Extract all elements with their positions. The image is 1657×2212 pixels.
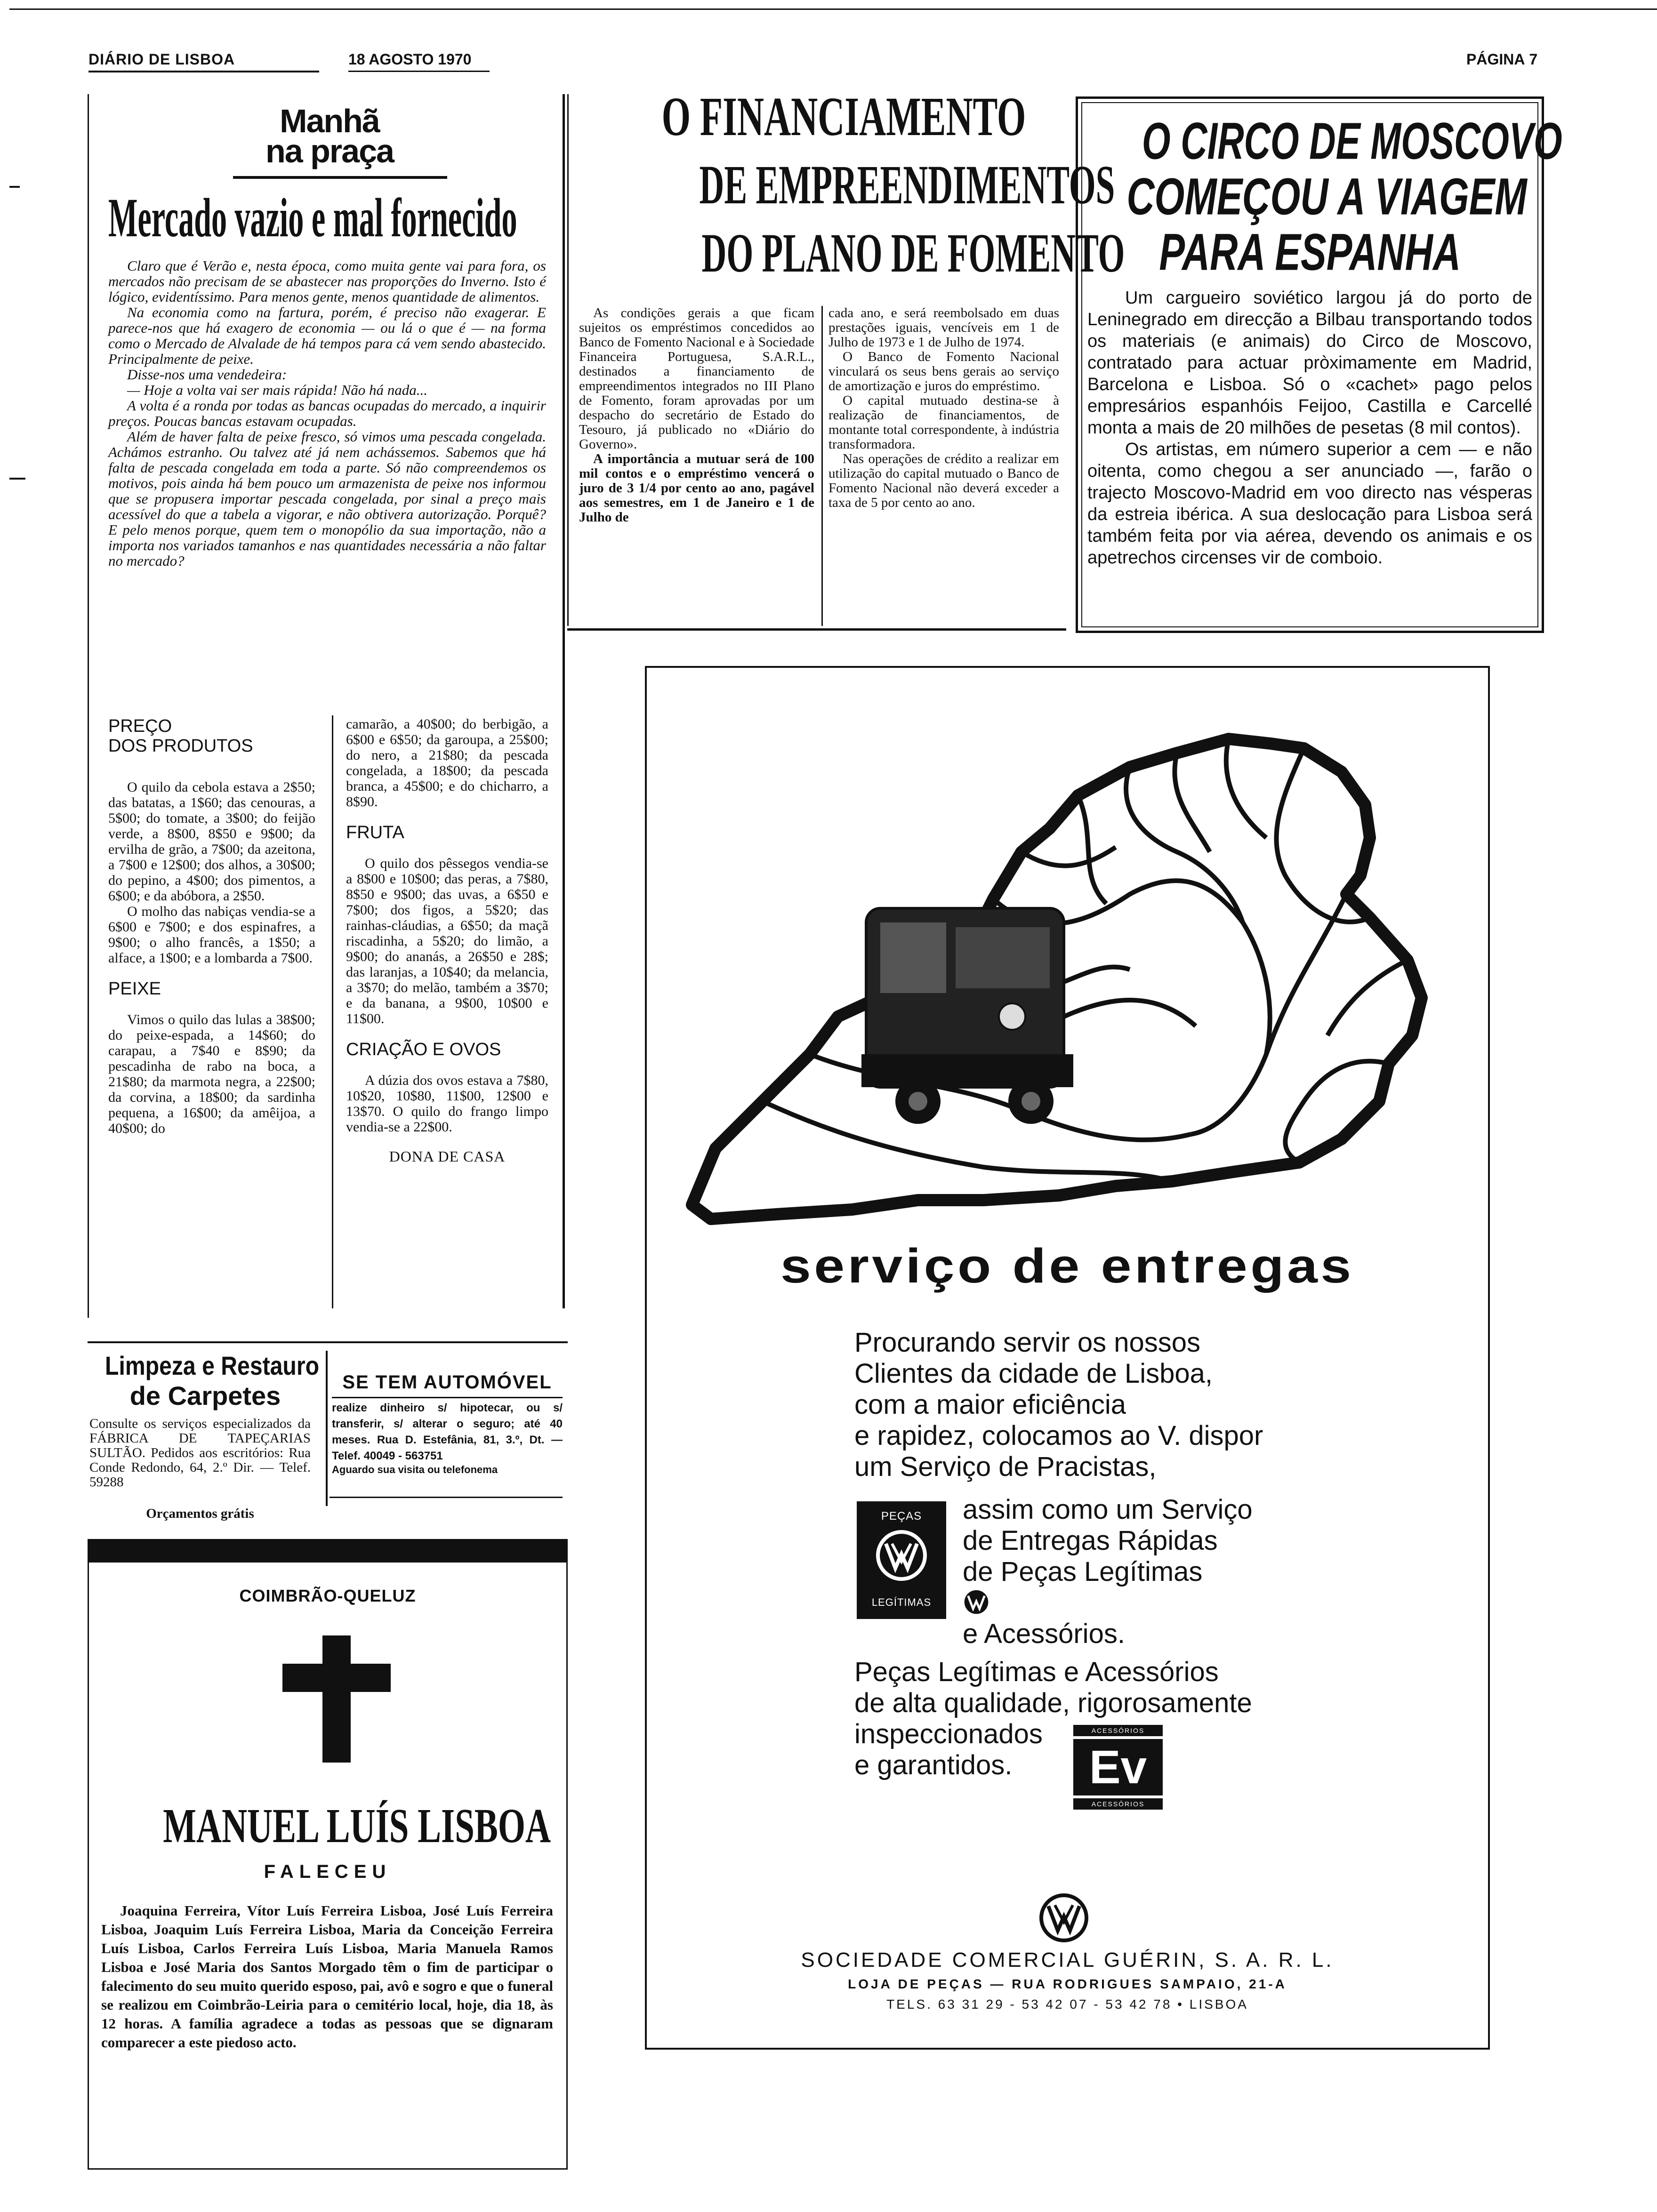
obituario-box xyxy=(88,1539,568,2170)
left-margin-mark-2 xyxy=(9,478,25,480)
mercado-intro-p2: Na economia como na fartura, porém, é preciso não exagerar. E parece-nos que há exagero de economia — ou lá o que é — na forma como o Mercado de Alvalade de há tempos para cá vem sendo abastecido. Principalmente de peixe. xyxy=(108,304,546,367)
masthead-paper: DIÁRIO DE LISBOA xyxy=(88,51,235,68)
automovel-title: SE TEM AUTOMÓVEL xyxy=(342,1372,552,1393)
masthead-page-label: PÁGINA 7 xyxy=(1466,51,1538,68)
badge-bottom-label: LEGÍTIMAS xyxy=(871,1596,932,1608)
precos-col-rule xyxy=(332,715,333,1308)
fin-bottom-rule xyxy=(567,628,1066,631)
precos-col1 xyxy=(108,716,315,1136)
circo-headline: O CIRCO DE MOSCOVO COMEÇOU A VIAGEM PARA ESPANHA xyxy=(1126,112,1562,281)
masthead-page-number: 7 xyxy=(1529,51,1538,68)
ev-mark: Ev xyxy=(1073,1739,1163,1795)
financiamento-headline: O FINANCIAMENTO DE EMPREENDIMENTOS DO PLANO DE FOMENTO xyxy=(661,86,1125,284)
carpetes-title: Limpeza e Restauro de Carpetes xyxy=(105,1351,320,1411)
vw-slogan: serviço de entregas xyxy=(780,1238,1354,1293)
precos-heading-1: PREÇO xyxy=(108,716,172,736)
top-rule xyxy=(9,8,1657,10)
mercado-intro-p1: Claro que é Verão e, nesta época, como muita gente vai para fora, os mercados não precisam de se abastecer nas proporções do Inverno. Isto é lógico, evidentíssimo. Para menos gente, menos quantidade de alimentos. xyxy=(108,257,546,305)
fin-col2-p1: cada ano, e será reembolsado em duas prestações iguais, vencíveis em 1 de Julho de 1973 e 1 de Julho de 1974. xyxy=(828,305,1059,350)
vw-parts-badge xyxy=(857,1501,946,1619)
masthead-date: 18 AGOSTO 1970 xyxy=(348,51,472,68)
vw-logo-icon xyxy=(876,1530,927,1581)
masthead-underline xyxy=(88,71,319,72)
obituario-status: FALECEU xyxy=(264,1861,392,1882)
financiamento-col1 xyxy=(579,306,814,525)
ads-col-rule xyxy=(326,1351,328,1506)
precos-text: O quilo da cebola estava a 2$50; das batatas, a 1$60; das cenouras, a 5$00; do tomate, a 3$00; do feijão verde, a 8$00, 8$50 e 9$00; da ervilha de grão, a 7$00; da azeitona, a 7$00 e 12$00; dos alhos, a 30$00; do pepino, a 4$00; dos pimentos, a 6$00; e da abóbora, a 2$50. xyxy=(108,779,315,904)
vw-roundel-icon xyxy=(1038,1892,1090,1944)
automovel-footer: Aguardo sua visita ou telefonema xyxy=(332,1464,498,1475)
financiamento-col2 xyxy=(828,306,1059,510)
precos-col2 xyxy=(346,716,548,1165)
criacao-heading: CRIAÇÃO E OVOS xyxy=(346,1040,501,1059)
obituario-place: COIMBRÃO-QUELUZ xyxy=(239,1586,416,1605)
col-rule-left-outer xyxy=(88,94,89,1318)
fin-col2-p4: Nas operações de crédito a realizar em utilização do capital mutuado o Banco de Fomento Nacional não deverá exceder a taxa de 5 por cento ao ano. xyxy=(828,451,1059,510)
vw-quality-text: Peças Legítimas e Acessórios de alta qualidade, rigorosamente inspeccionados e garantidos. xyxy=(854,1657,1252,1780)
fin-col2-p3: O capital mutuado destina-se à realização de financiamentos, de montante total correspondente, à indústria transformadora. xyxy=(828,393,1059,452)
mercado-intro-p6: Além de haver falta de peixe fresco, só vimos uma pescada congelada. Achámos estranho. Ou talvez até já nem achássemos. Sabemos que há falta de pescada congelada em toda a parte. Só não compreendemos os motivos, pois ainda há bem pouco um armazenista de peixe nos informou que se propusera importar pescada congelada, por sinal a preço mais acessível do que a tabela a vigorar, e não obtivera autorização. Porquê? E pelo menos porque, quem tem o monopólio da sua importação, não a importa nos variados tamanhos e nas quantidades necessária a não faltar no mercado? xyxy=(108,428,546,569)
lisbon-map-illustration xyxy=(654,697,1480,1233)
mercado-headline: Mercado vazio e mal fornecido xyxy=(108,187,517,248)
vw-badge-text: assim como um Serviço de Entregas Rápidas de Peças Legítimas e Acessórios. xyxy=(963,1494,1253,1649)
precos-text2: O molho das nabiças vendia-se a 6$00 e 7$00; e dos espinafres, a 9$00; o alho francês, a 1$50; a alface, a 1$00; e a lombarda a 7$00. xyxy=(108,904,315,966)
fin-col1-p2: A importância a mutuar será de 100 mil contos e o empréstimo vencerá o juro de 3 1/4 por cento ao ano, pagável aos semestres, em 1 de Janeiro e 1 de Julho de xyxy=(579,451,814,525)
vw-company: SOCIEDADE COMERCIAL GUÉRIN, S. A. R. L. xyxy=(801,1948,1334,1972)
obituario-name: MANUEL LUÍS LISBOA xyxy=(163,1799,551,1853)
criacao-text: A dúzia dos ovos estava a 7$80, 10$20, 10$80, 11$00, 12$00 e 13$70. O quilo do frango limpo vendia-se a 22$00. xyxy=(346,1073,548,1135)
fruta-text: O quilo dos pêssegos vendia-se a 8$00 e 10$00; das peras, a 7$80, 8$50 e 9$00; das uvas, a 6$50 e 7$00; dos figos, a 5$20; das rainhas-cláudias, a 6$50; da maçã riscadinha, a 5$20; do limão, a 9$00; do ananás, a 26$50 e 28$; das laranjas, a 10$40; da melancia, a 3$70; do melão, também a 3$70; e da banana, a 9$00, 10$00 e 11$00. xyxy=(346,856,548,1026)
peixe-text: Vimos o quilo das lulas a 38$00; do peixe-espada, a 14$60; do carapau, a 7$40 e 8$90; da pescadinha de rabo na boca, a 21$80; da marmota negra, a 22$00; da corvina, a 18$00; da sardinha pequena, a 16$00; da amêijoa, a 40$00; do xyxy=(108,1012,315,1136)
vw-intro: Procurando servir os nossos Clientes da cidade de Lisboa, com a maior eficiência e rapidez, colocamos ao V. dispor um Serviço de Pracistas, xyxy=(854,1327,1263,1482)
fin-col1-p1: As condições gerais a que ficam sujeitos os empréstimos concedidos ao Banco de Fomento Nacional e à Sociedade Financeira Portuguesa, S.A.R.L., destinados a financiamento de empreendimentos integrados no III Plano de Fomento, foram aprovadas por um despacho do secretário de Estado do Tesouro, já publicado no «Diário do Governo». xyxy=(579,305,814,452)
left-margin-mark xyxy=(9,186,20,188)
circo-body xyxy=(1087,287,1532,569)
badge-top-label: PEÇAS xyxy=(881,1510,922,1523)
fruta-heading: FRUTA xyxy=(346,823,404,842)
precos-heading-2: DOS PRODUTOS xyxy=(108,736,253,756)
circo-p1: Um cargueiro soviético largou já do porto de Leninegrado em direcção a Bilbau transportando todos os materiais (e animais) do Circo de Moscovo, contratado para actuar pròximamente em Madrid, Barcelona e Lisboa. Só o «cachet» pago pelos empresários espanhóis Feijoo, Castilla e Carcellé monta a mais de 20 milhões de pesetas (8 mil contos). xyxy=(1087,288,1532,438)
carpetes-body: Consulte os serviços especializados da FÁBRICA DE TAPEÇARIAS SULTÃO. Pedidos aos escritórios: Rua Conde Redondo, 64, 2.º Dir. — Telef. 59288 xyxy=(89,1416,311,1490)
ev-accessories-logo: ACESSÓRIOS Ev ACESSÓRIOS xyxy=(1073,1725,1163,1812)
vw-phones: TELS. 63 31 29 - 53 42 07 - 53 42 78 • LISBOA xyxy=(886,1997,1248,2012)
fin-col2-p2: O Banco de Fomento Nacional vinculará os seus bens gerais ao serviço de amortização e juros do empréstimo. xyxy=(828,349,1059,393)
col-rule-fin-right xyxy=(567,94,569,626)
col-rule-mercado-right xyxy=(563,94,565,1308)
obituario-text: Joaquina Ferreira, Vítor Luís Ferreira Lisboa, José Luís Ferreira Lisboa, Joaquim Luís Ferreira Lisboa, Maria da Conceição Ferreira Luís Lisboa, Carlos Ferreira Luís Lisboa, Maria Manuela Ramos Lisboa e José Maria dos Santos Morgado têm o fim de participar o falecimento do seu muito querido esposo, pai, avô e sogro e que o funeral se realizou em Coimbrão-Leiria para o cemitério local, hoje, dia 18, às 12 horas. A família agradece a todas as pessoas que se dignaram comparecer a este piedoso acto. xyxy=(101,1902,553,2051)
mercado-signature: DONA DE CASA xyxy=(389,1148,506,1165)
masthead-date-rule xyxy=(348,71,490,72)
obituario-top-bar xyxy=(88,1539,568,1563)
cross-icon xyxy=(282,1635,391,1763)
mercado-intro-p3: Disse-nos uma vendedeira: xyxy=(127,366,287,383)
mercado-intro-p4: — Hoje a volta vai ser mais rápida! Não há nada... xyxy=(127,382,428,398)
ads-top-rule xyxy=(88,1341,568,1343)
peixe-heading: PEIXE xyxy=(108,979,161,999)
vw-address: LOJA DE PEÇAS — RUA RODRIGUES SAMPAIO, 21-A xyxy=(848,1977,1287,1991)
kicker-manha: Manhã na praça xyxy=(265,103,394,169)
automovel-bottom-rule xyxy=(330,1497,563,1498)
carpetes-footer: Orçamentos grátis xyxy=(146,1506,254,1521)
mercado-intro xyxy=(108,258,546,569)
kicker-rule xyxy=(233,176,447,179)
fin-col-rule xyxy=(821,306,823,626)
automovel-rule xyxy=(332,1397,563,1398)
circo-p2: Os artistas, em número superior a cem — e não oitenta, como chegou a ser anunciado —, farão o trajecto Moscovo-Madrid em voo directo nas vésperas da estreia ibérica. A sua deslocação para Lisboa será também feita por via aérea, devendo os animais e os apetrechos circenses vir de comboio. xyxy=(1087,440,1532,568)
mercado-intro-p5: A volta é a ronda por todas as bancas ocupadas do mercado, a inquirir preços. Poucas bancas estavam ocupadas. xyxy=(108,397,546,429)
vw-logo-small-icon xyxy=(963,1588,990,1616)
col2-text: camarão, a 40$00; do berbigão, a 6$00 e 6$50; da garoupa, a 25$00; do nero, a 21$80; da pescada congelada, a 18$00; da pescada branca, a 45$00; e do chicharro, a 8$90. xyxy=(346,716,548,809)
automovel-body: realize dinheiro s/ hipotecar, ou s/ transferir, s/ alterar o seguro; até 40 meses. Rua D. Estefânia, 81, 3.º, Dt. — Telef. 40049 - 563751 xyxy=(332,1402,563,1462)
